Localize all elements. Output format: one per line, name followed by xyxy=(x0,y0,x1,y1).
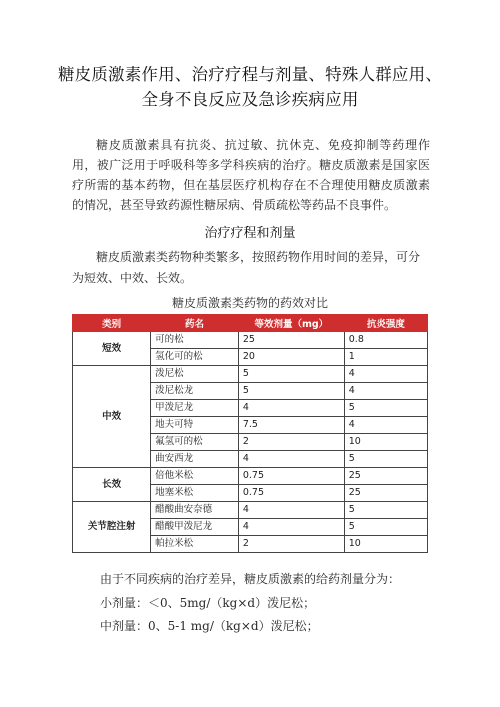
dose-cell: 25 xyxy=(238,332,344,349)
dose-cell: 0.75 xyxy=(238,485,344,502)
dose-cell: 2 xyxy=(238,536,344,553)
drug-name-cell: 帕拉米松 xyxy=(151,536,239,553)
dose-cell: 2 xyxy=(238,434,344,451)
dose-small: 小剂量：＜0、5mg/（kg×d）泼尼松； xyxy=(100,596,316,610)
strength-cell: 5 xyxy=(344,400,427,417)
drug-name-cell: 醋酸曲安奈德 xyxy=(151,502,239,519)
table-header-row xyxy=(73,315,428,332)
drug-name-cell: 倍他米松 xyxy=(151,468,239,485)
dose-cell: 5 xyxy=(238,366,344,383)
header-anti-inflammatory: 抗炎强度 xyxy=(344,315,427,332)
table-row xyxy=(73,468,428,485)
category-cell: 中效 xyxy=(73,366,151,468)
drug-name-cell: 曲安西龙 xyxy=(151,451,239,468)
strength-cell: 5 xyxy=(344,502,427,519)
dose-intro: 由于不同疾病的治疗差异，糖皮质激素的给药剂量分为： xyxy=(99,572,400,586)
header-equivalent-dose: 等效剂量（mg） xyxy=(238,315,344,332)
dose-cell: 7.5 xyxy=(238,417,344,434)
dose-cell: 4 xyxy=(238,502,344,519)
dose-cell: 4 xyxy=(238,400,344,417)
strength-cell: 1 xyxy=(344,349,427,366)
drug-name-cell: 可的松 xyxy=(151,332,239,349)
table-row xyxy=(73,332,428,349)
page-title: 糖皮质激素作用、治疗疗程与剂量、特殊人群应用、全身不良反应及急诊疾病应用 xyxy=(57,65,443,109)
category-cell: 短效 xyxy=(73,332,151,366)
drug-name-cell: 地夫可特 xyxy=(151,417,239,434)
drug-name-cell: 泼尼松龙 xyxy=(151,383,239,400)
dose-medium: 中剂量：0、5-1 mg/（kg×d）泼尼松； xyxy=(100,619,319,633)
strength-cell: 5 xyxy=(344,519,427,536)
strength-cell: 10 xyxy=(344,536,427,553)
intro-paragraph: 糖皮质激素具有抗炎、抗过敏、抗休克、免疫抑制等药理作用，被广泛用于呼吸科等多学科疾病的治疗。糖皮质激素是国家医疗所需的基本药物，但在基层医疗机构存在不合理使用糖皮质激素的情况，甚至导致药源性糖尿病、骨质疏松等药品不良事件。 xyxy=(72,138,430,212)
strength-cell: 10 xyxy=(344,434,427,451)
strength-cell: 5 xyxy=(344,451,427,468)
drug-name-cell: 泼尼松 xyxy=(151,366,239,383)
category-cell: 长效 xyxy=(73,468,151,502)
table-row xyxy=(73,502,428,519)
category-cell: 关节腔注射 xyxy=(73,502,151,553)
dose-cell: 4 xyxy=(238,519,344,536)
header-category: 类别 xyxy=(73,315,151,332)
strength-cell: 4 xyxy=(344,366,427,383)
potency-table xyxy=(72,314,428,553)
dose-cell: 5 xyxy=(238,383,344,400)
header-drug-name: 药名 xyxy=(151,315,239,332)
strength-cell: 0.8 xyxy=(344,332,427,349)
drug-name-cell: 甲泼尼龙 xyxy=(151,400,239,417)
drug-name-cell: 氟氢可的松 xyxy=(151,434,239,451)
strength-cell: 4 xyxy=(344,417,427,434)
dose-cell: 0.75 xyxy=(238,468,344,485)
table-caption: 糖皮质激素类药物的药效对比 xyxy=(171,296,328,310)
strength-cell: 25 xyxy=(344,468,427,485)
classification-paragraph: 糖皮质激素类药物种类繁多，按照药物作用时间的差异，可分为短效、中效、长效。 xyxy=(72,250,421,285)
table-row xyxy=(73,366,428,383)
drug-name-cell: 地塞米松 xyxy=(151,485,239,502)
section-heading: 治疗疗程和剂量 xyxy=(204,226,296,241)
drug-name-cell: 氢化可的松 xyxy=(151,349,239,366)
dose-cell: 20 xyxy=(238,349,344,366)
strength-cell: 4 xyxy=(344,383,427,400)
drug-name-cell: 醋酸甲泼尼龙 xyxy=(151,519,239,536)
dose-cell: 4 xyxy=(238,451,344,468)
strength-cell: 25 xyxy=(344,485,427,502)
